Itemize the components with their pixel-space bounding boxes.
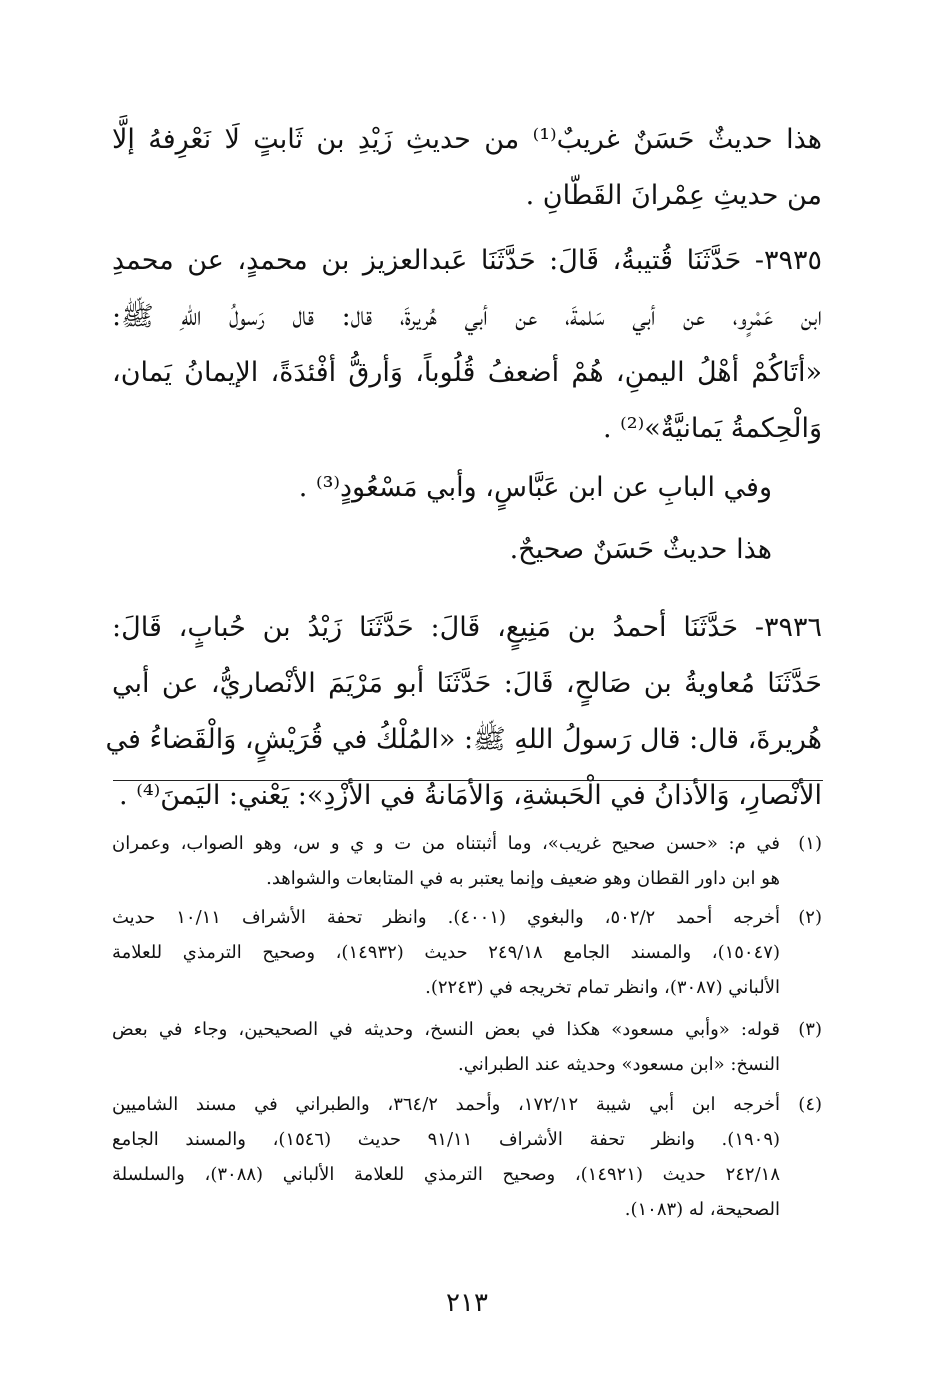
text-line: وفي البابِ عن ابن عَبَّاسٍ، وأبي مَسْعُودٍ⁽³⁾ .: [298, 472, 772, 503]
footnote-line: (١٥٠٤٧)، والمسند الجامع ٢٤٩/١٨ حديث (١٤٩٣٢)، وصحيح الترمذي للعلامة: [112, 942, 780, 963]
footnote-number: (٢): [798, 907, 822, 928]
text-line: هذا حديثٌ حَسَنٌ غريبٌ⁽¹⁾ من حديثِ زَيْدِ بن ثَابتٍ لَا نَعْرِفهُ إلَّا: [112, 124, 822, 155]
footnote-line: الصحيحة، له (١٠٨٣).: [624, 1199, 780, 1220]
footnote-divider: [113, 780, 823, 781]
footnote-number: (٣): [798, 1019, 822, 1040]
footnote-number: (٤): [798, 1094, 823, 1115]
hadith-3936: [105, 600, 822, 824]
paragraph-in-the-chapter: [112, 460, 822, 516]
text-line: من حديثِ عِمْرانَ القَطّانِ .: [525, 180, 822, 211]
text-line: هُريرةَ، قال: قال رَسولُ اللهِ ﷺ: «المُلْكُ في قُرَيْشٍ، وَالْقَضاءُ في: [105, 724, 822, 755]
hadith-3935: [112, 233, 822, 457]
text-line: ٣٩٣٦- حَدَّثَنَا أحمدُ بن مَنِيعٍ، قَالَ: حَدَّثَنَا زَيْدُ بن حُبابٍ، قَالَ:: [112, 612, 822, 643]
footnote-line: (١٩٠٩). وانظر تحفة الأشراف ٩١/١١ حديث (١٥٤٦)، والمسند الجامع: [112, 1129, 781, 1150]
page-number: ٢١٣: [446, 1288, 488, 1318]
footnote-line: [112, 1087, 822, 1122]
footnote-1: [112, 826, 822, 896]
text-line: وَالْحِكمةُ يَمانيَّةٌ»⁽²⁾ .: [602, 413, 822, 444]
text-line: الأنْصارِ، وَالأذانُ في الْحَبشةِ، وَالأمَانةُ في الأزْدِ»: يَعْني: اليَمنَ⁽⁴⁾ .: [119, 780, 822, 811]
footnote-line: النسخ: «ابن مسعود» وحديثه عند الطبراني.: [457, 1054, 780, 1075]
text-line: «أتَاكُمْ أهْلُ اليمنِ، هُمْ أضعفُ قُلُوباً، وَأرقُّ أفْئدَةً، الإيمانُ يَمان،: [112, 357, 822, 388]
footnote-line: الألباني (٣٠٨٧)، وانظر تمام تخريجه في (٢٢٤٣).: [425, 977, 780, 998]
footnote-line: ٢٤٢/١٨ حديث (١٤٩٢١)، وصحيح الترمذي للعلامة الألباني (٣٠٨٨)، والسلسلة: [112, 1164, 780, 1185]
footnote-2: [112, 900, 822, 1005]
footnote-3: [112, 1012, 822, 1082]
footnote-line: [112, 900, 822, 935]
footnote-text: قوله: «وأبي مسعود» هكذا في بعض النسخ، وحديثه في الصحيحين، وجاء في بعض: [112, 1019, 780, 1040]
footnote-line: [112, 1012, 822, 1047]
footnote-line: هو ابن داور القطان وهو ضعيف وإنما يعتبر به في المتابعات والشواهد.: [266, 868, 780, 889]
footnote-number: (١): [798, 833, 822, 854]
text-line: هذا حديثٌ حَسَنٌ صحيحٌ.: [509, 534, 772, 565]
footnote-text: أخرجه أحمد ٥٠٢/٢، والبغوي (٤٠٠١). وانظر تحفة الأشراف ١٠/١١ حديث: [112, 907, 780, 928]
footnote-4: [112, 1087, 822, 1227]
paragraph-closing-note-3934: [112, 112, 822, 224]
text-line: ٣٩٣٥- حَدَّثَنَا قُتيبةُ، قَالَ: حَدَّثَنَا عَبدالعزيز بن محمدٍ، عن محمدِ: [112, 245, 822, 276]
text-line: حَدَّثَنَا مُعاويةُ بن صَالحٍ، قَالَ: حَدَّثَنَا أبو مَرْيَمَ الأنْصاريُّ، عن أبي: [112, 668, 822, 699]
paragraph-grading: [112, 522, 822, 578]
text-line: ابن عَمْرٍو، عن أبي سَلمةَ، عن أبي هُريرةَ، قال: قال رَسولُ اللهِ ﷺ:: [112, 301, 822, 332]
footnote-line: [112, 826, 822, 861]
footnote-text: أخرجه ابن أبي شيبة ١٧٢/١٢، وأحمد ٣٦٤/٢، والطبراني في مسند الشاميين: [112, 1094, 781, 1115]
footnote-text: في م: «حسن صحيح غريب»، وما أثبتناه من ت و ي و س، وهو الصواب، وعمران: [112, 833, 780, 854]
